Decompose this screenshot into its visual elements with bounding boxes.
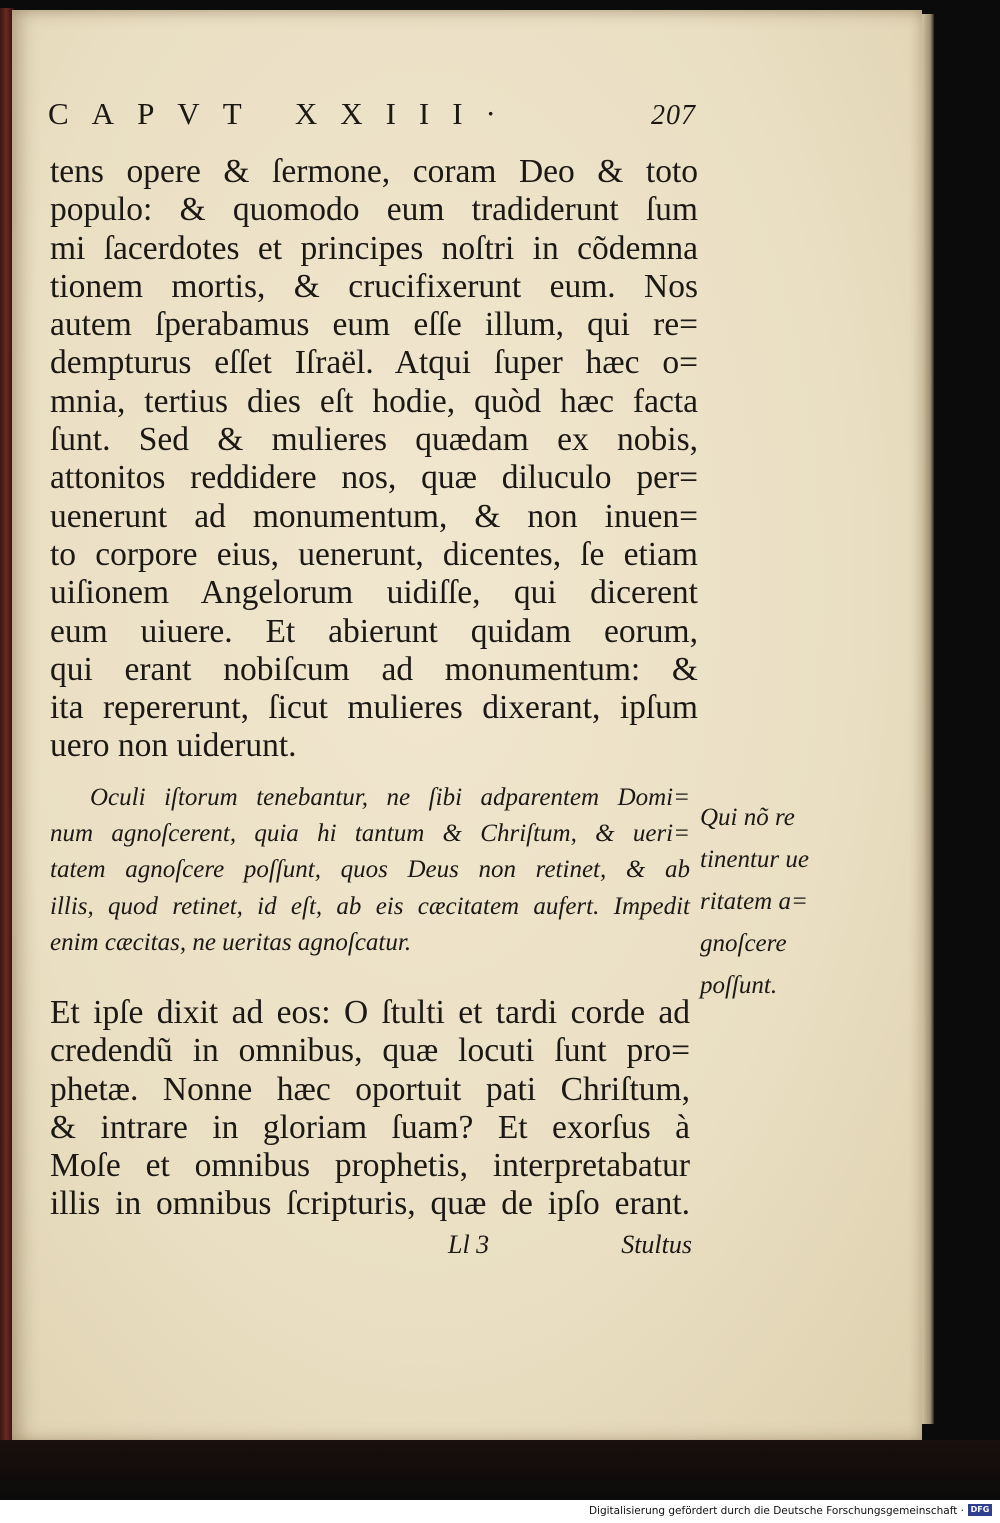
running-title: CAPVT XXIII· bbox=[48, 96, 519, 131]
text-line: uenerunt ad monumentum, & non inuen= bbox=[50, 497, 698, 535]
text-line: to corpore eius, uenerunt, dicentes, ſe etiam bbox=[50, 535, 698, 573]
text-line: ita repererunt, ſicut mulieres dixerant, ipſum bbox=[50, 689, 698, 727]
text-line: tionem mortis, & crucifixerunt eum. Nos bbox=[50, 267, 698, 305]
text-line: tens opere & ſermone, coram Deo & toto bbox=[50, 153, 698, 190]
text-line: populo: & quomodo eum tradiderunt ſum bbox=[50, 191, 698, 229]
main-text-block bbox=[50, 153, 698, 766]
text-line: illis in omnibus ſcripturis, quæ de ipſo erant. bbox=[50, 1185, 690, 1223]
page-stack-edge bbox=[922, 14, 934, 1424]
commentary-line: tatem agnoſcere poſſunt, quos Deus non retinet, & ab bbox=[50, 856, 690, 884]
marginal-note-line: Qui nõ re bbox=[700, 804, 795, 831]
commentary-line: illis, quod retinet, id eſt, ab eis cæcitatem aufert. Impedit bbox=[50, 892, 690, 920]
marginal-note-line: ritatem a= bbox=[700, 888, 808, 915]
bottom-scan-strip bbox=[0, 1440, 1000, 1500]
text-line: Moſe et omnibus prophetis, interpretabatur bbox=[50, 1147, 690, 1185]
text-line: qui erant nobiſcum ad monumentum: & bbox=[50, 650, 698, 688]
text-line: eum uiuere. Et abierunt quidam eorum, bbox=[50, 612, 698, 650]
page-footer bbox=[448, 1230, 692, 1260]
text-line: phetæ. Nonne hæc oportuit pati Chriſtum, bbox=[50, 1070, 690, 1108]
text-line: autem ſperabamus eum eſſe illum, qui re= bbox=[50, 306, 698, 344]
text-line: attonitos reddidere nos, quæ diluculo per= bbox=[50, 459, 698, 497]
continued-text-block bbox=[50, 994, 690, 1224]
text-line: uiſionem Angelorum uidiſſe, qui dicerent bbox=[50, 574, 698, 612]
text-line: mnia, tertius dies eſt hodie, quòd hæc facta bbox=[50, 382, 698, 420]
commentary-line: Oculi iſtorum tenebantur, ne ſibi adparentem Domi= bbox=[90, 784, 690, 811]
marginal-note bbox=[700, 797, 836, 1007]
text-line: Et ipſe dixit ad eos: O ſtulti et tardi corde ad bbox=[50, 994, 690, 1031]
signature-mark: Ll 3 bbox=[448, 1230, 490, 1259]
running-head bbox=[48, 96, 696, 132]
text-line: dempturus eſſet Iſraël. Atqui ſuper hæc o= bbox=[50, 344, 698, 382]
dfg-logo: DFG bbox=[968, 1504, 992, 1516]
page-number: 207 bbox=[651, 100, 696, 131]
marginal-note-line: tinentur ue bbox=[700, 846, 810, 873]
commentary-block bbox=[50, 780, 690, 961]
text-line: & intrare in gloriam ſuam? Et exorſus à bbox=[50, 1108, 690, 1146]
text-line: ſunt. Sed & mulieres quædam ex nobis, bbox=[50, 421, 698, 459]
commentary-line: num agnoſcerent, quia hi tantum & Chriſtum, & ueri= bbox=[50, 820, 690, 848]
text-line: uero non uiderunt. bbox=[50, 727, 297, 765]
marginal-note-line: gnoſcere bbox=[700, 930, 787, 957]
catchword: Stultus bbox=[621, 1230, 692, 1259]
commentary-line: enim cæcitas, ne ueritas agnoſcatur. bbox=[50, 928, 412, 956]
marginal-note-line: poſſunt. bbox=[700, 972, 778, 999]
text-line: credendũ in omnibus, quæ locuti ſunt pro= bbox=[50, 1032, 690, 1070]
funding-credit: Digitalisierung gefördert durch die Deutsche Forschungsgemeinschaft · bbox=[588, 1505, 964, 1517]
text-line: mi ſacerdotes et principes noſtri in cõdemna bbox=[50, 229, 698, 267]
